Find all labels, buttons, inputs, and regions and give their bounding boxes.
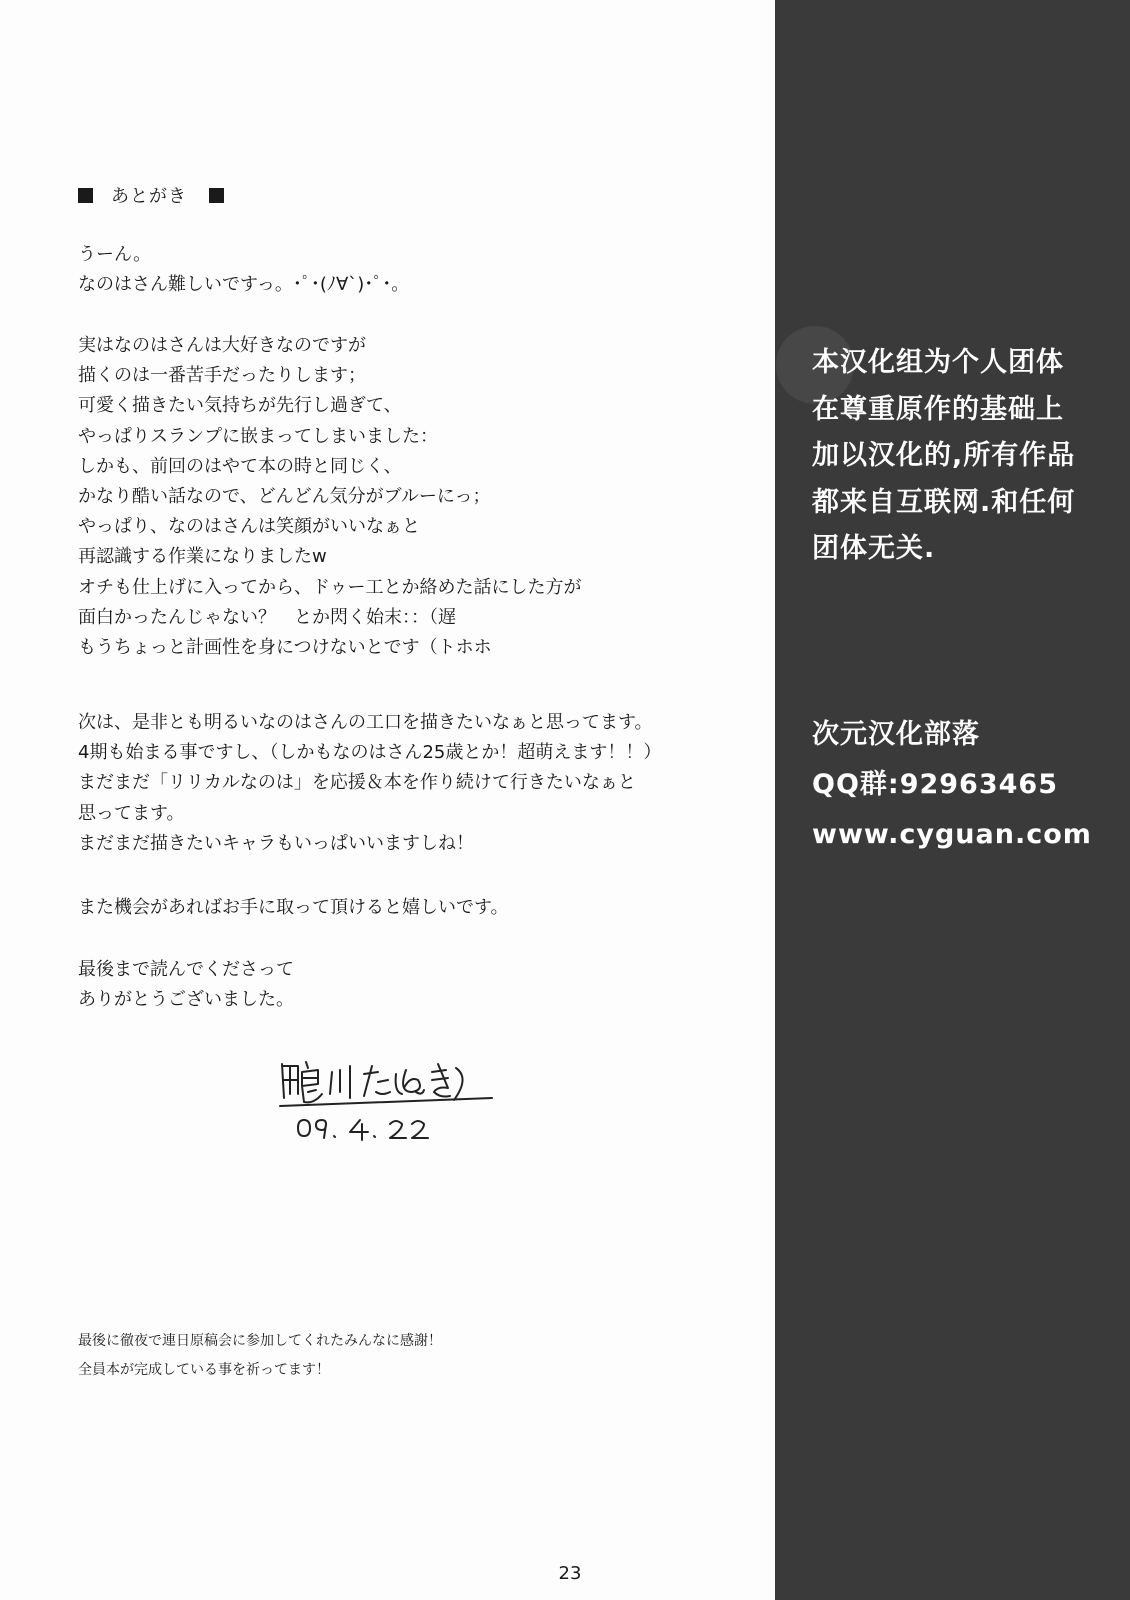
- handwritten-signature: [278, 1058, 498, 1148]
- group-info: [812, 710, 1092, 860]
- text-line: 思ってます。: [78, 802, 185, 824]
- text-line: 全員本が完成している事を祈ってます！: [78, 1362, 330, 1378]
- notice-line: 加以汉化的,所有作品: [812, 440, 1076, 471]
- text-line: 面白かったんじゃない？ とか閃く始末：：（遅: [78, 606, 456, 628]
- afterword-title: あとがき: [111, 186, 187, 207]
- text-line: オチも仕上げに入ってから、ドゥー工とか絡めた話にした方が: [78, 576, 582, 598]
- afterword-heading: [78, 182, 224, 208]
- group-name: 次元汉化部落: [812, 719, 980, 750]
- notice-line: 都来自互联网.和任何: [812, 486, 1076, 518]
- square-bullet-icon: [78, 188, 93, 203]
- paragraph-again: [78, 893, 509, 923]
- text-line: 可愛く描きたい気持ちが先行し過ぎて、: [78, 395, 402, 417]
- text-line: 最後に徹夜で連日原稿会に参加してくれたみんなに感謝！: [78, 1333, 442, 1349]
- scanlation-notice: [812, 340, 1075, 573]
- group-qq: QQ群:92963465: [812, 769, 1058, 800]
- text-line: やっぱり、なのはさんは笑顔がいいなぁと: [78, 516, 420, 538]
- text-line: まだまだ描きたいキャラもいっぱいいますしね！: [78, 832, 474, 854]
- text-line: もうちょっと計画性を身につけないとです（トホホ: [78, 637, 492, 659]
- notice-line: 团体无关.: [812, 533, 936, 564]
- paragraph-confession: [78, 331, 582, 663]
- text-line: ありがとうございました。: [78, 989, 294, 1011]
- notice-line: 本汉化组为个人团体: [812, 347, 1064, 378]
- text-line: まだまだ「リリカルなのは」を応援＆本を作り続けて行きたいなぁと: [78, 772, 636, 794]
- paragraph-intro: [78, 240, 409, 300]
- page-number: 23: [558, 1563, 582, 1584]
- text-line: 最後まで読んでくださって: [78, 959, 294, 980]
- text-line: 再認識する作業になりましたw: [78, 546, 327, 568]
- text-line: うーん。: [78, 244, 152, 265]
- text-line: 4期も始まる事ですし、（しかもなのはさん25歳とか！超萌えます！！）: [78, 742, 662, 764]
- text-line: かなり酷い話なので、どんどん気分がブルーにっ；: [78, 486, 491, 508]
- text-line: 描くのは一番苦手だったりします；: [78, 365, 366, 387]
- text-line: また機会があればお手に取って頂けると嬉しいです。: [78, 897, 509, 918]
- text-line: やっぱりスランプに嵌まってしまいました：: [78, 425, 438, 447]
- paragraph-closing: [78, 955, 294, 1015]
- text-line: しかも、前回のはやて本の時と同じく、: [78, 455, 402, 477]
- text-line: 実はなのはさんは大好きなのですが: [78, 335, 366, 356]
- text-line: 次は、是非とも明るいなのはさんの工口を描きたいなぁと思ってます。: [78, 712, 653, 733]
- thanks-note: [78, 1327, 442, 1385]
- paragraph-next-plans: [78, 708, 661, 859]
- text-line: なのはさん難しいですっ。･ﾟ･(ﾉ∀`)･ﾟ･。: [78, 274, 410, 296]
- group-website: www.cyguan.com: [812, 819, 1092, 850]
- notice-line: 在尊重原作的基础上: [812, 393, 1064, 425]
- square-bullet-icon: [209, 188, 224, 203]
